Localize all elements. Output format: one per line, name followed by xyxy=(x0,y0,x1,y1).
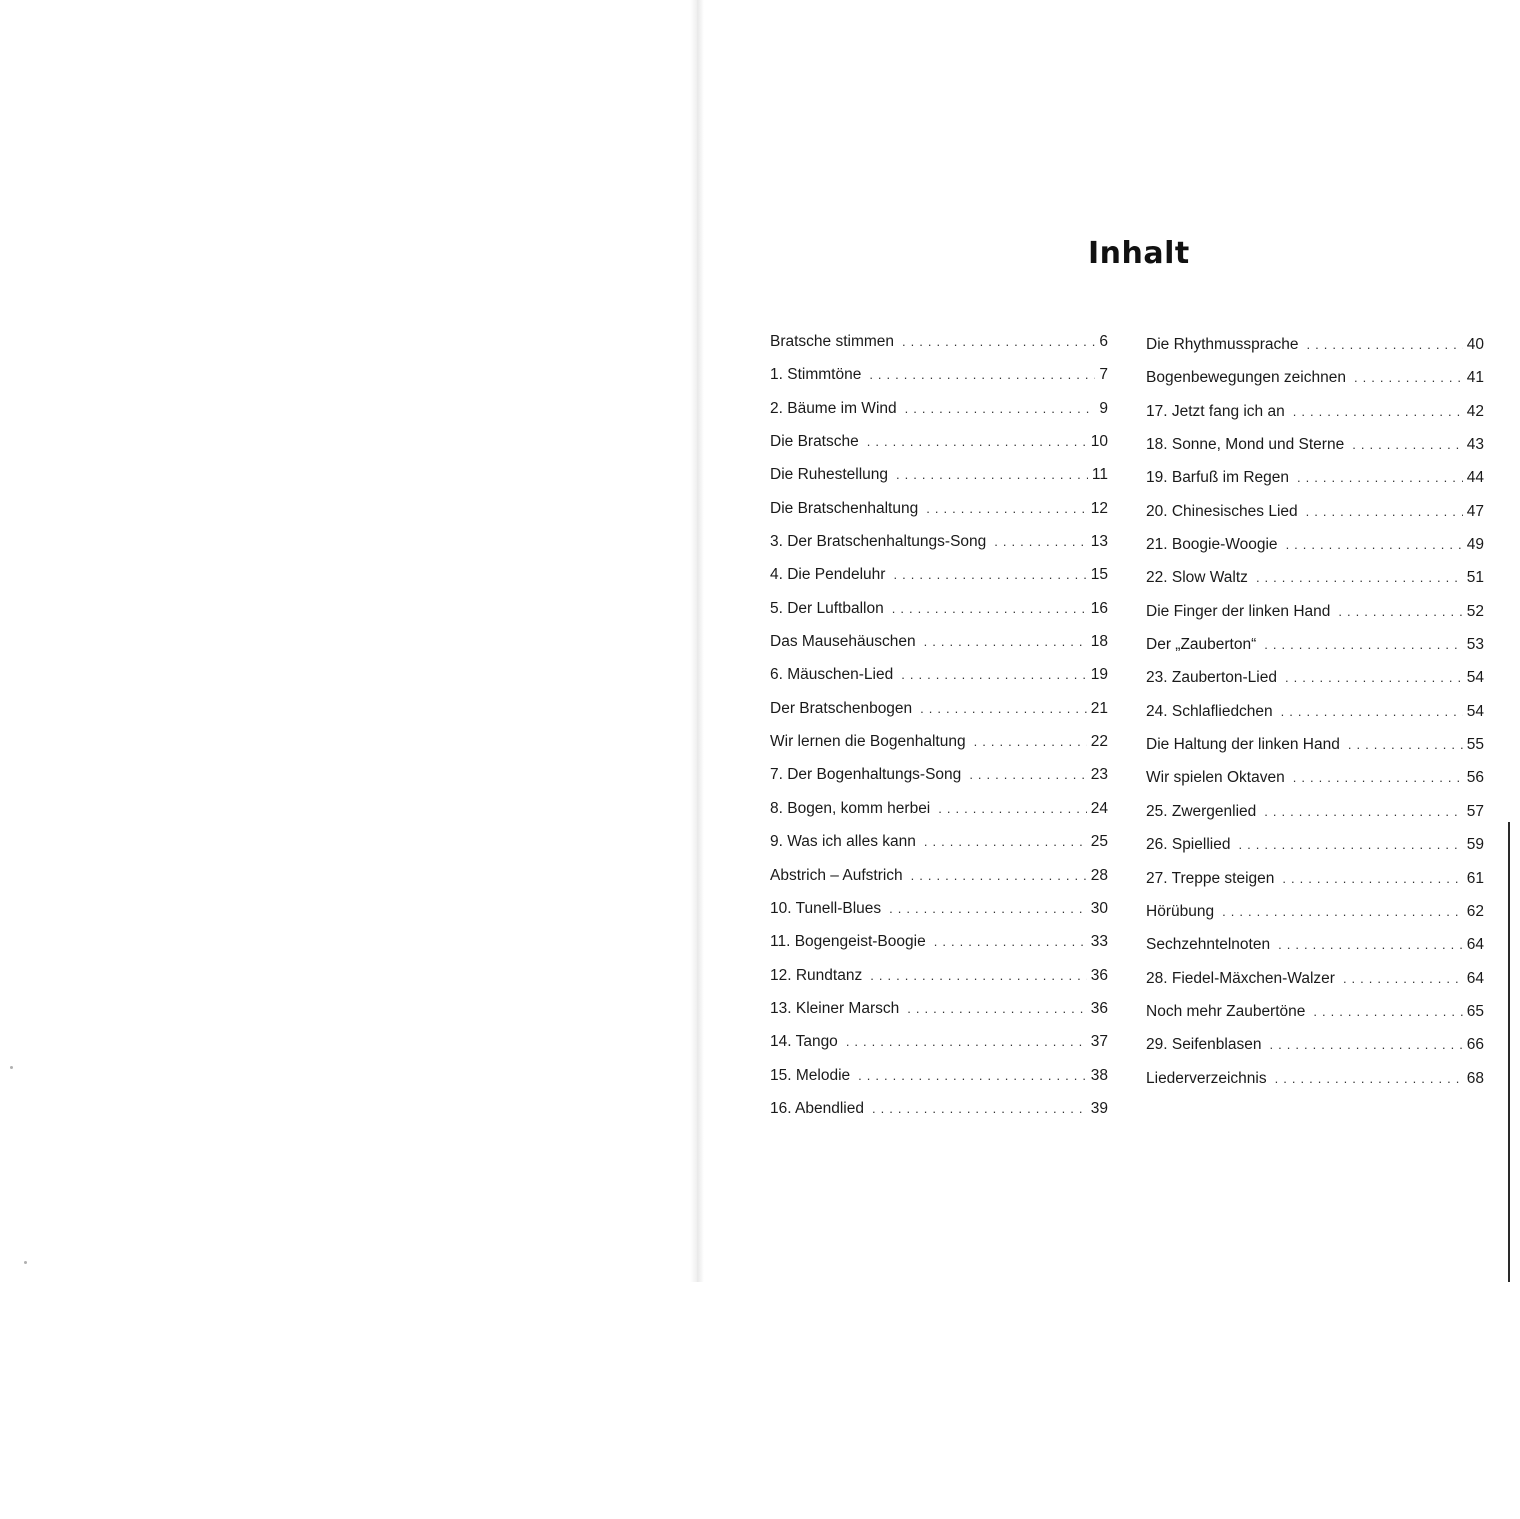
dot-leader xyxy=(1282,871,1462,886)
toc-entry xyxy=(1146,436,1484,469)
toc-entry-title: 25. Zwergenlied xyxy=(1146,802,1257,820)
toc-entry xyxy=(1146,536,1484,569)
toc-entry xyxy=(1146,603,1484,636)
toc-entry xyxy=(1146,970,1484,1003)
dot-leader xyxy=(969,767,1086,782)
dot-leader xyxy=(1343,971,1463,986)
toc-entry-page-number: 19 xyxy=(1090,666,1108,684)
toc-entry-title: 16. Abendlied xyxy=(770,1099,864,1117)
dot-leader xyxy=(924,634,1087,649)
dot-leader xyxy=(858,1068,1087,1083)
toc-entry-page-number: 56 xyxy=(1466,769,1484,787)
page-edge-line xyxy=(1508,822,1510,1282)
toc-entry xyxy=(770,967,1108,1000)
toc-entry-page-number: 12 xyxy=(1090,499,1108,517)
dot-leader xyxy=(872,1101,1087,1116)
toc-entry-title: Wir spielen Oktaven xyxy=(1146,769,1285,787)
dot-leader xyxy=(905,401,1096,416)
toc-entry xyxy=(770,1000,1108,1033)
toc-entry-title: Abstrich – Aufstrich xyxy=(770,866,903,884)
toc-entry-page-number: 18 xyxy=(1090,633,1108,651)
toc-entry-page-number: 11 xyxy=(1091,466,1108,484)
toc-entry xyxy=(770,566,1108,599)
toc-entry-page-number: 25 xyxy=(1090,833,1108,851)
toc-entry-page-number: 37 xyxy=(1090,1033,1108,1051)
toc-entry-title: Die Haltung der linken Hand xyxy=(1146,736,1340,754)
toc-entry xyxy=(770,533,1108,566)
toc-entry-page-number: 36 xyxy=(1090,966,1108,984)
book-gutter xyxy=(690,0,704,1282)
toc-entry xyxy=(1146,369,1484,402)
dot-leader xyxy=(920,701,1087,716)
toc-entry-page-number: 21 xyxy=(1090,699,1108,717)
toc-entry-page-number: 49 xyxy=(1466,536,1484,554)
toc-entry-title: 3. Der Bratschenhaltungs-Song xyxy=(770,533,987,551)
dot-leader xyxy=(1348,737,1463,752)
toc-entry xyxy=(770,366,1108,399)
toc-entry xyxy=(1146,469,1484,502)
toc-entry-title: Bratsche stimmen xyxy=(770,333,895,350)
toc-entry xyxy=(1146,569,1484,602)
toc-entry xyxy=(770,867,1108,900)
toc-entry-page-number: 61 xyxy=(1466,869,1484,887)
toc-entry-title: 9. Was ich alles kann xyxy=(770,833,916,851)
toc-entry xyxy=(770,700,1108,733)
toc-entry-page-number: 64 xyxy=(1466,936,1484,954)
dot-leader xyxy=(924,834,1087,849)
toc-entry-title: 4. Die Pendeluhr xyxy=(770,566,886,584)
toc-entry-title: 5. Der Luftballon xyxy=(770,599,884,617)
toc-entry-title: 12. Rundtanz xyxy=(770,966,863,984)
toc-entry-title: 17. Jetzt fang ich an xyxy=(1146,402,1285,420)
toc-entry xyxy=(1146,636,1484,669)
dot-leader xyxy=(1275,1071,1463,1086)
toc-entry-title: Die Rhythmussprache xyxy=(1146,336,1299,353)
toc-entry-page-number: 41 xyxy=(1466,369,1484,387)
dot-leader xyxy=(901,667,1087,682)
dot-leader xyxy=(869,367,1095,382)
dot-leader xyxy=(1286,537,1463,552)
dot-leader xyxy=(1222,904,1463,919)
toc-entry-page-number: 43 xyxy=(1466,436,1484,454)
dot-leader xyxy=(1256,570,1463,585)
toc-entry-title: 29. Seifenblasen xyxy=(1146,1036,1262,1054)
toc-entry-page-number: 33 xyxy=(1090,933,1108,951)
toc-entry xyxy=(1146,803,1484,836)
toc-entry-title: 10. Tunell-Blues xyxy=(770,899,882,917)
toc-entry-title: 22. Slow Waltz xyxy=(1146,569,1248,587)
toc-entry-page-number: 57 xyxy=(1466,802,1484,820)
dot-leader xyxy=(1352,437,1463,452)
toc-entry xyxy=(770,833,1108,866)
dot-leader xyxy=(1293,404,1463,419)
toc-entry-title: Hörübung xyxy=(1146,902,1215,920)
toc-entry xyxy=(770,600,1108,633)
toc-entry-page-number: 23 xyxy=(1090,766,1108,784)
toc-entry-title: 19. Barfuß im Regen xyxy=(1146,469,1290,487)
toc-entry-page-number: 44 xyxy=(1466,469,1484,487)
dot-leader xyxy=(1264,637,1462,652)
toc-entry-page-number: 30 xyxy=(1090,899,1108,917)
toc-entry-title: Die Bratschenhaltung xyxy=(770,499,919,517)
toc-entry-title: Liederverzeichnis xyxy=(1146,1069,1267,1087)
toc-entry-title: Die Ruhestellung xyxy=(770,466,889,484)
toc-entry-title: 1. Stimmtöne xyxy=(770,366,862,384)
toc-entry-page-number: 16 xyxy=(1090,599,1108,617)
toc-entry-title: Das Mausehäuschen xyxy=(770,633,916,651)
toc-entry xyxy=(1146,903,1484,936)
toc-entry-title: 24. Schlafliedchen xyxy=(1146,702,1273,720)
toc-entry xyxy=(770,766,1108,799)
toc-entry-page-number: 66 xyxy=(1466,1036,1484,1054)
toc-entry xyxy=(770,500,1108,533)
toc-entry xyxy=(1146,870,1484,903)
dot-leader xyxy=(1293,770,1463,785)
toc-entry xyxy=(1146,1070,1484,1103)
toc-entry-page-number: 39 xyxy=(1090,1099,1108,1117)
toc-entry xyxy=(770,666,1108,699)
toc-entry-page-number: 28 xyxy=(1090,866,1108,884)
toc-entry-title: Bogenbewegungen zeichnen xyxy=(1146,369,1346,387)
page-title: Inhalt xyxy=(1088,236,1190,271)
toc-entry-title: Noch mehr Zaubertöne xyxy=(1146,1002,1306,1020)
dot-leader xyxy=(1306,337,1462,352)
toc-entry-title: 2. Bäume im Wind xyxy=(770,399,897,417)
toc-entry xyxy=(1146,403,1484,436)
toc-entry xyxy=(770,900,1108,933)
toc-entry xyxy=(1146,769,1484,802)
toc-entry xyxy=(1146,336,1484,369)
dot-leader xyxy=(938,801,1086,816)
dot-leader xyxy=(1264,804,1462,819)
toc-entry-title: 27. Treppe steigen xyxy=(1146,869,1275,887)
toc-entry-page-number: 10 xyxy=(1090,433,1108,451)
toc-entry xyxy=(770,400,1108,433)
dot-leader xyxy=(974,734,1087,749)
toc-entry xyxy=(770,933,1108,966)
dot-leader xyxy=(1313,1004,1462,1019)
toc-entry-title: Die Finger der linken Hand xyxy=(1146,602,1331,620)
toc-entry xyxy=(770,433,1108,466)
dot-leader xyxy=(1338,604,1462,619)
toc-entry-page-number: 64 xyxy=(1466,969,1484,987)
toc-entry-page-number: 36 xyxy=(1090,999,1108,1017)
toc-entry-page-number: 38 xyxy=(1090,1066,1108,1084)
dot-leader xyxy=(1281,704,1463,719)
toc-entry-title: 26. Spiellied xyxy=(1146,836,1231,854)
toc-entry xyxy=(1146,736,1484,769)
dot-leader xyxy=(893,567,1086,582)
toc-entry-page-number: 7 xyxy=(1099,366,1108,384)
scan-speck xyxy=(10,1066,13,1069)
toc-entry-page-number: 53 xyxy=(1466,636,1484,654)
toc-entry-title: 20. Chinesisches Lied xyxy=(1146,502,1298,520)
dot-leader xyxy=(1285,670,1463,685)
toc-entry-title: Wir lernen die Bogenhaltung xyxy=(770,733,966,751)
toc-entry-page-number: 13 xyxy=(1090,533,1108,551)
dot-leader xyxy=(1269,1037,1462,1052)
dot-leader xyxy=(1297,470,1463,485)
toc-entry xyxy=(770,800,1108,833)
toc-entry-title: 14. Tango xyxy=(770,1033,838,1051)
toc-entry xyxy=(770,1033,1108,1066)
toc-column-left xyxy=(770,333,1108,1133)
toc-entry xyxy=(770,466,1108,499)
dot-leader xyxy=(892,601,1087,616)
toc-entry-title: 23. Zauberton-Lied xyxy=(1146,669,1277,687)
toc-entry-title: 13. Kleiner Marsch xyxy=(770,999,900,1017)
dot-leader xyxy=(1306,504,1463,519)
toc-entry-page-number: 54 xyxy=(1466,702,1484,720)
toc-entry-page-number: 9 xyxy=(1099,399,1108,417)
toc-entry-page-number: 6 xyxy=(1099,333,1108,350)
toc-entry xyxy=(1146,1003,1484,1036)
toc-entry-title: 6. Mäuschen-Lied xyxy=(770,666,894,684)
dot-leader xyxy=(1354,370,1463,385)
toc-entry xyxy=(1146,503,1484,536)
dot-leader xyxy=(867,434,1087,449)
toc-entry-page-number: 54 xyxy=(1466,669,1484,687)
toc-entry-page-number: 22 xyxy=(1090,733,1108,751)
toc-entry-page-number: 24 xyxy=(1090,799,1108,817)
toc-entry xyxy=(1146,936,1484,969)
toc-entry-title: 7. Der Bogenhaltungs-Song xyxy=(770,766,962,784)
dot-leader xyxy=(934,934,1087,949)
toc-entry xyxy=(770,1067,1108,1100)
toc-entry xyxy=(770,633,1108,666)
toc-entry-title: 18. Sonne, Mond und Sterne xyxy=(1146,436,1345,454)
toc-entry-page-number: 68 xyxy=(1466,1069,1484,1087)
toc-entry-page-number: 62 xyxy=(1466,902,1484,920)
toc-entry xyxy=(770,1100,1108,1133)
toc-entry-title: 8. Bogen, komm herbei xyxy=(770,799,931,817)
toc-entry-title: Die Bratsche xyxy=(770,433,859,451)
toc-entry xyxy=(1146,669,1484,702)
dot-leader xyxy=(911,868,1087,883)
toc-entry-title: 11. Bogengeist-Boogie xyxy=(770,933,926,951)
toc-entry-page-number: 65 xyxy=(1466,1002,1484,1020)
toc-entry-page-number: 47 xyxy=(1466,502,1484,520)
toc-entry-page-number: 55 xyxy=(1466,736,1484,754)
toc-entry-page-number: 42 xyxy=(1466,402,1484,420)
toc-entry xyxy=(1146,703,1484,736)
toc-entry-page-number: 52 xyxy=(1466,602,1484,620)
toc-entry-title: Der „Zauberton“ xyxy=(1146,636,1257,654)
dot-leader xyxy=(902,334,1095,349)
toc-entry-title: 21. Boogie-Woogie xyxy=(1146,536,1278,554)
toc-entry-page-number: 59 xyxy=(1466,836,1484,854)
toc-entry-title: Sechzehntelnoten xyxy=(1146,936,1271,954)
dot-leader xyxy=(889,901,1087,916)
dot-leader xyxy=(846,1034,1087,1049)
scan-speck xyxy=(24,1261,27,1264)
dot-leader xyxy=(907,1001,1087,1016)
dot-leader xyxy=(1278,937,1463,952)
dot-leader xyxy=(926,501,1087,516)
toc-entry-page-number: 40 xyxy=(1466,336,1484,353)
toc-entry-title: 15. Melodie xyxy=(770,1066,851,1084)
dot-leader xyxy=(1238,837,1462,852)
toc-entry-title: Der Bratschenbogen xyxy=(770,699,913,717)
toc-entry xyxy=(1146,1036,1484,1069)
dot-leader xyxy=(870,968,1087,983)
dot-leader xyxy=(994,534,1086,549)
toc-column-right xyxy=(1146,336,1484,1103)
toc-entry xyxy=(770,733,1108,766)
dot-leader xyxy=(896,467,1088,482)
toc-entry xyxy=(770,333,1108,366)
toc-entry-title: 28. Fiedel-Mäxchen-Walzer xyxy=(1146,969,1335,987)
toc-entry xyxy=(1146,836,1484,869)
toc-entry-page-number: 15 xyxy=(1090,566,1108,584)
toc-entry-page-number: 51 xyxy=(1466,569,1484,587)
